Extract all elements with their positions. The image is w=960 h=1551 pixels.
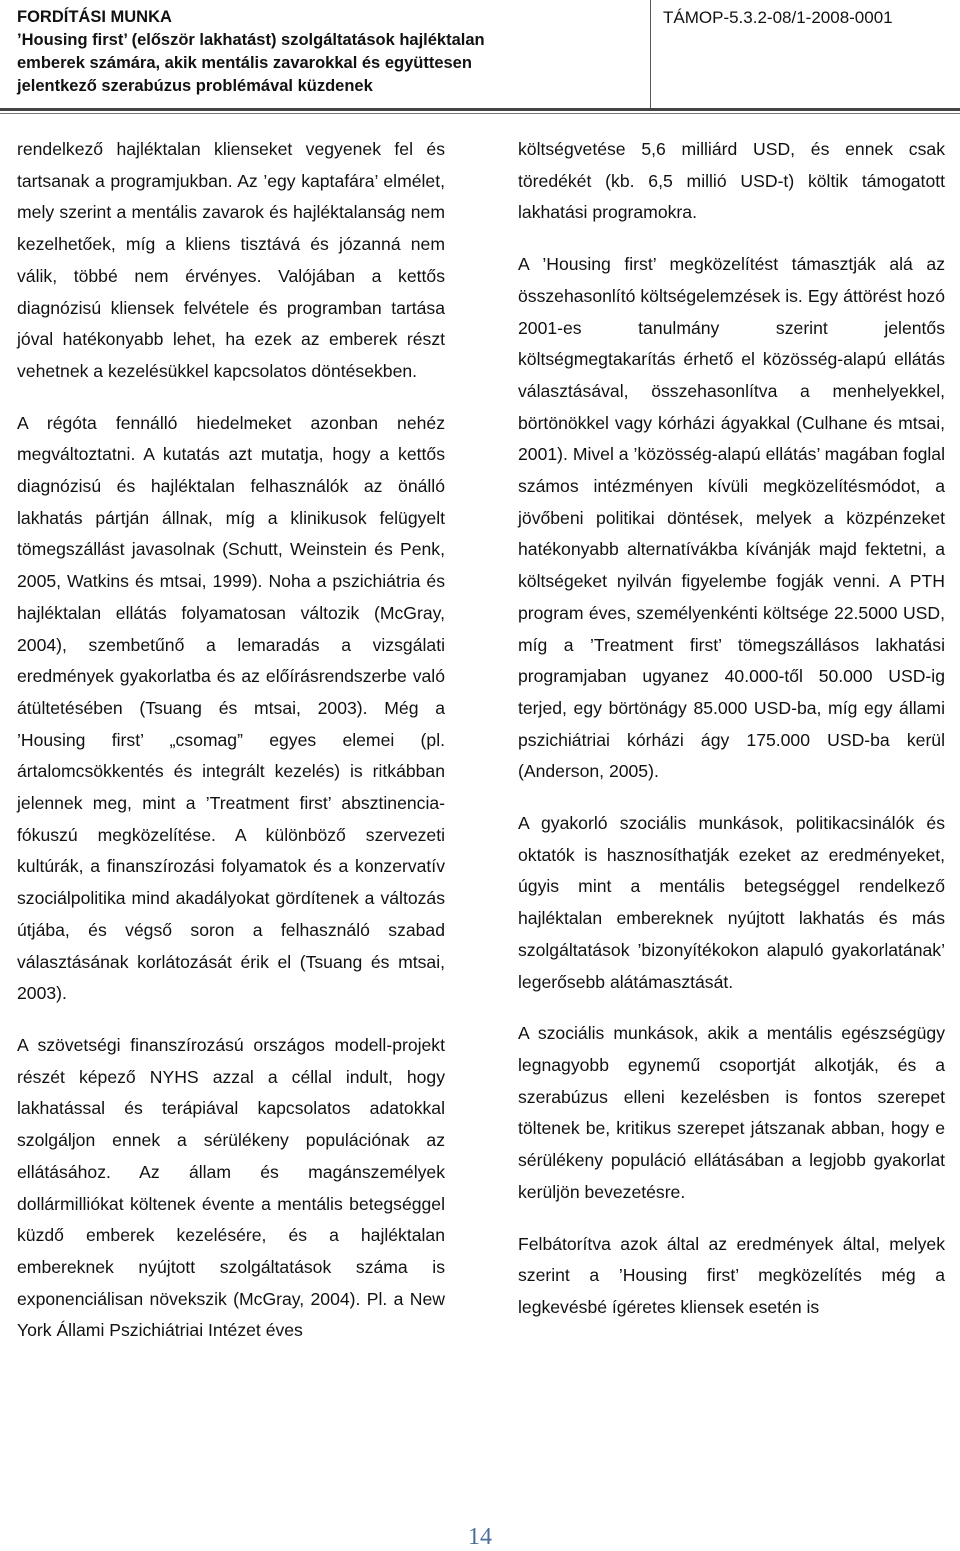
paragraph: A gyakorló szociális munkások, politikacsinálók és oktatók is hasznosíthatják ezeket az eredményeket, úgyis mint a mentális betegséggel rendelkező hajléktalan embereknek nyújtott lakhatás és más szolgáltatások ’bizonyítékokon alapuló gyakorlatának’ legerősebb alátámasztását. — [518, 813, 945, 992]
header-title-block — [17, 6, 647, 98]
header-title-line-3: jelentkező szerabúzus problémával küzdenek — [17, 77, 373, 95]
paragraph: költségvetése 5,6 milliárd USD, és ennek csak töredékét (kb. 6,5 millió USD-t) költik támogatott lakhatási programokra. — [518, 139, 945, 223]
header-divider — [650, 0, 651, 110]
paragraph: A ’Housing first’ megközelítést támasztják alá az összehasonlító költségelemzések is. Egy áttörést hozó 2001-es tanulmány szerint jelentős költségmegtakarítás érhető el közösség-alapú ellátás választásával, összehasonlítva a menhelyekkel, börtönökkel vagy kórházi ágyakkal (Culhane és mtsai, 2001). Mivel a ’közösség-alapú ellátás’ magában foglal számos intézményen kívüli megközelítésmódot, a jövőbeni politikai döntések, melyek a közpénzeket hatékonyabb alternatívákba kívánják majd fektetni, a költségeket nyilván figyelembe fogják venni. A PTH program éves, személyenkénti költsége 22.5000 USD, míg a ’Treatment first’ tömegszállásos lakhatási programjaban ugyanez 40.000-től 50.000 USD-ig terjed, egy börtönágy 85.000 USD-ba, míg egy állami pszichiátriai kórházi ágy 175.000 USD-ba kerül (Anderson, 2005). — [518, 254, 945, 782]
header-title-line-2: emberek számára, akik mentális zavarokkal és együttesen — [17, 54, 472, 72]
paragraph: A szövetségi finanszírozású országos modell-projekt részét képező NYHS azzal a céllal indult, hogy lakhatással és terápiával kapcsolatos adatokkal szolgáljon ennek a sérülékeny populációnak az ellátásához. Az állam és magánszemélyek dollármilliókat költenek évente a mentális betegséggel küzdő emberek kezelésére, és a hajléktalan embereknek nyújtott szolgáltatások száma is exponenciálisan növekszik (McGray, 2004). Pl. a New York Állami Pszichiátriai Intézet éves — [17, 1034, 445, 1341]
right-column — [518, 134, 945, 1344]
header-rule-thin — [0, 113, 960, 114]
header-label: FORDÍTÁSI MUNKA — [17, 8, 172, 26]
project-code: TÁMOP-5.3.2-08/1-2008-0001 — [663, 8, 893, 27]
paragraph: rendelkező hajléktalan klienseket vegyenek fel és tartsanak a programjukban. Az ’egy kaptafára’ elmélet, mely szerint a mentális zavarok és hajléktalanság nem kezelhetőek, míg a kliens tisztává és józanná nem válik, többé nem érvényes. Valójában a kettős diagnózisú kliensek felvétele és programban tartása jóval hatékonyabb lehet, ha ezek az emberek részt vehetnek a kezelésükkel kapcsolatos döntésekben. — [17, 139, 445, 381]
page-number: 14 — [468, 1524, 492, 1550]
paragraph: Felbátorítva azok által az eredmények által, melyek szerint a ’Housing first’ megközelítés még a legkevésbé ígéretes kliensek esetén is — [518, 1233, 945, 1317]
page-header — [0, 0, 960, 112]
left-column — [17, 134, 445, 1367]
paragraph: A régóta fennálló hiedelmeket azonban nehéz megváltoztatni. A kutatás azt mutatja, hogy a kettős diagnózisú és hajléktalan felhasználók az önálló lakhatás pártján állnak, míg a klinikusok felügyelt tömegszállást javasolnak (Schutt, Weinstein és Penk, 2005, Watkins és mtsai, 1999). Noha a pszichiátria és hajléktalan ellátás folyamatosan változik (McGray, 2004), szembetűnő a lemaradás a vizsgálati eredmények gyakorlatba és az előírásrendszerbe való átültetésében (Tsuang és mtsai, 2003). Még a ’Housing first’ „csomag” egyes elemei (pl. ártalomcsökkentés és integrált kezelés) is ritkábban jelennek meg, mint a ’Treatment first’ absztinencia-fókuszú megközelítése. A különböző szervezeti kultúrák, a finanszírozási folyamatok és a konzervatív szociálpolitika mind akadályokat gördítenek a változás útjába, és végső soron a felhasználó szabad választásának korlátozását érik el (Tsuang és mtsai, 2003). — [17, 412, 445, 1004]
header-title-line-1: ’Housing first’ (először lakhatást) szolgáltatások hajléktalan — [17, 31, 485, 49]
header-rule-thick — [0, 108, 960, 111]
paragraph: A szociális munkások, akik a mentális egészségügy legnagyobb egynemű csoportját alkotják, és a szerabúzus elleni kezelésben is fontos szerepet töltenek be, kritikus szerepet játszanak abban, hogy e sérülékeny populáció ellátásában a legjobb gyakorlat kerüljön bevezetésre. — [518, 1023, 945, 1202]
